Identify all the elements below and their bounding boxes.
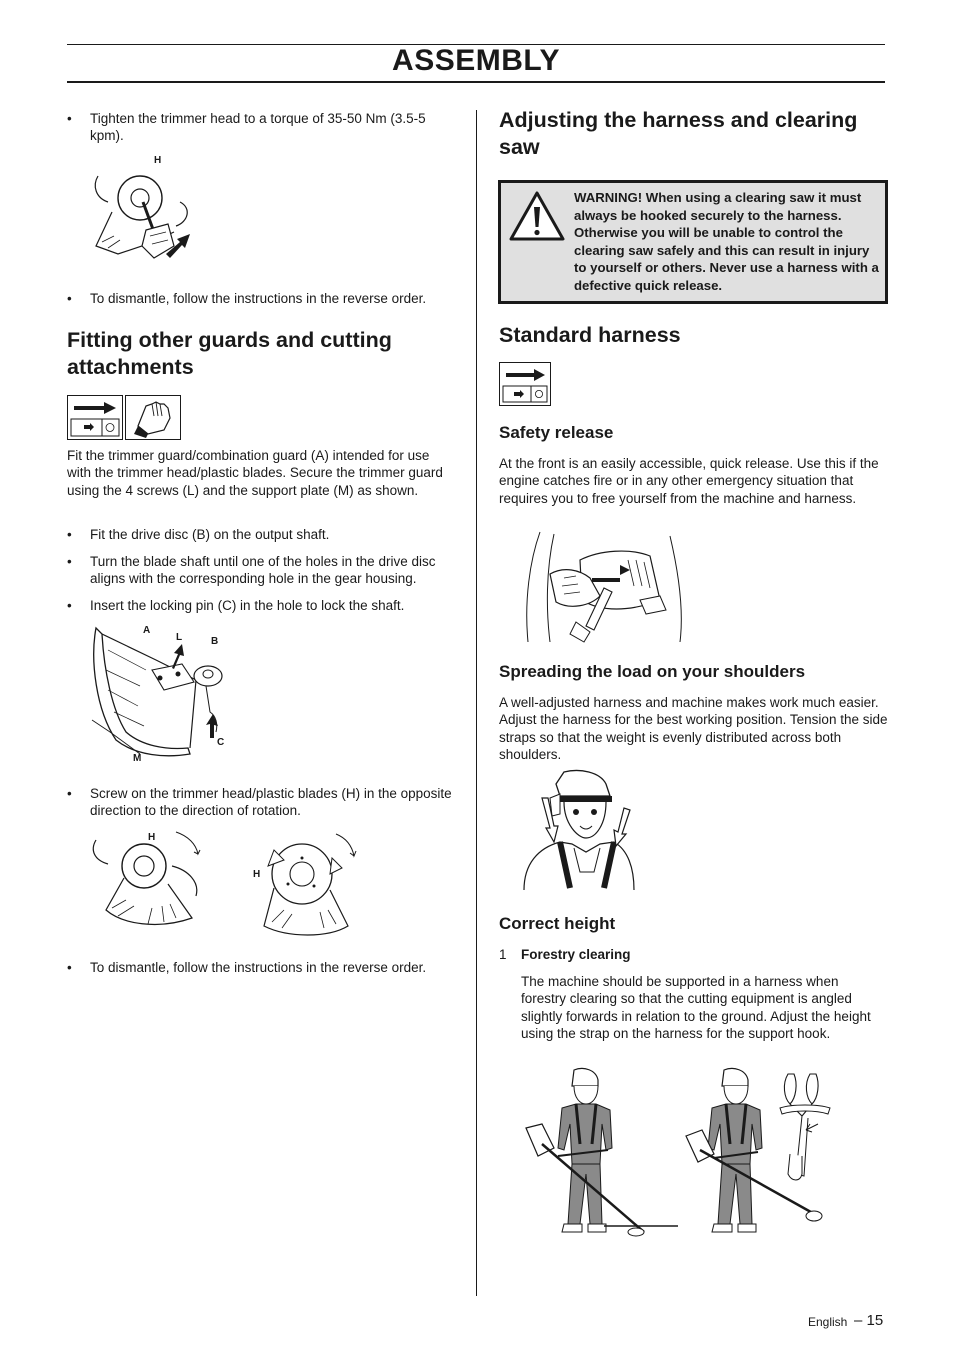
svg-text:A: A (143, 625, 151, 636)
heading-fitting-guards: Fitting other guards and cutting attachments (67, 328, 392, 379)
fig1-label-h: H (154, 155, 162, 166)
heading-safety-release: Safety release (499, 423, 614, 442)
svg-text:C: C (217, 737, 225, 748)
svg-text:H: H (253, 869, 261, 880)
list-item-number: 1 (499, 947, 507, 962)
svg-text:B: B (211, 636, 219, 647)
quick-release-illustration (520, 530, 690, 644)
page-title: ASSEMBLY (392, 44, 560, 77)
heading-standard-harness: Standard harness (499, 323, 681, 347)
spreading-load-paragraph: A well-adjusted harness and machine makes work much easier. Adjust the harness for the best working position. Tension the side straps so that the weight is evenly distributed across both shoulders. (499, 695, 888, 762)
warning-triangle-icon (507, 189, 567, 245)
read-manual-icon-2 (499, 362, 551, 406)
column-divider (476, 110, 477, 1296)
trimmer-head-torque-illustration (88, 150, 198, 275)
warning-text: WARNING! When using a clearing saw it must always be hooked securely to the harness. Otherwise you will be unable to control the clearing saw safely and this can result in injury to yourself or others. Never use a harness with a defective quick release. (574, 190, 879, 293)
header-bottom-rule (67, 81, 885, 83)
read-manual-icon (67, 395, 123, 440)
list-item-title: Forestry clearing (521, 947, 631, 962)
svg-text:H: H (148, 832, 156, 843)
heading-spreading-load: Spreading the load on your shoulders (499, 662, 806, 681)
trimmer-head-blades-illustration (88, 826, 388, 944)
safety-release-paragraph: At the front is an easily accessible, quick release. Use this if the engine catches fire or in any other emergency situation that requires you to free yourself from the machine and harness. (499, 456, 879, 506)
protective-glove-icon (125, 395, 181, 440)
svg-text:M: M (133, 753, 142, 764)
fitting-paragraph: Fit the trimmer guard/combination guard (A) intended for use with the trimmer head/plastic blades. Secure the trimmer guard using the 4 screws (L) and the support plate (M) as shown. (67, 448, 443, 498)
guard-assembly-illustration (86, 620, 246, 770)
warning-box (498, 180, 888, 304)
shoulder-harness-illustration (520, 768, 638, 894)
footer-language: English (808, 1315, 848, 1329)
forestry-clearing-paragraph: The machine should be supported in a harness when forestry clearing so that the cutting equipment is angled slightly forwards in relation to the ground. Adjust the height using the strap on the harness for the support hook. (521, 974, 871, 1041)
svg-text:L: L (176, 632, 183, 643)
forestry-clearing-illustration (518, 1064, 838, 1244)
heading-correct-height: Correct height (499, 914, 616, 933)
footer-page-number: – 15 (854, 1312, 884, 1329)
heading-adjusting-harness: Adjusting the harness and clearing saw (499, 108, 858, 159)
